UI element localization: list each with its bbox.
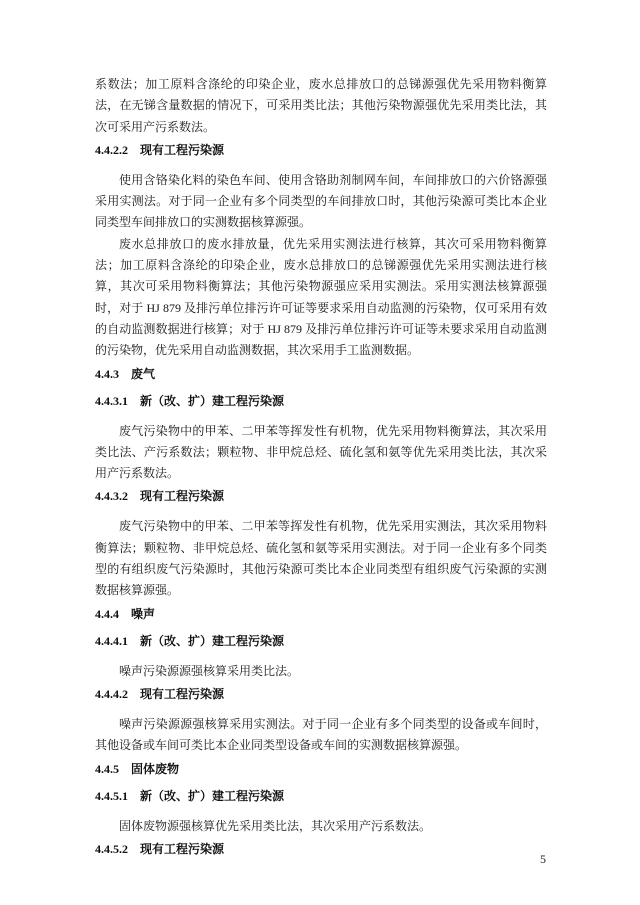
paragraph: 废气污染物中的甲苯、二甲苯等挥发性有机物，优先采用物料衡算法，其次采用类比法、产污系数法；颗粒物、非甲烷总烃、硫化氢和氨等优先采用类比法，其次采用产污系数法。 [95,423,547,481]
section-title: 现有工程污染源 [140,142,225,157]
document-content [95,74,547,869]
paragraph: 废气污染物中的甲苯、二甲苯等挥发性有机物，优先采用实测法，其次采用物料衡算法；颗粒物、非甲烷总烃、硫化氢和氨等采用实测法。对于同一企业有多个同类型的有组织废气污染源时，其他污染源可类比本企业同类型有组织废气污染源的实测数据核算源强。 [95,519,547,598]
section-heading [95,634,547,648]
section-heading [95,789,547,803]
section-number: 4.4.4 [95,606,119,621]
section-number: 4.4.5.2 [95,841,128,856]
section-number: 4.4.2.2 [95,142,128,157]
paragraph: 噪声污染源源强核算采用类比法。 [119,663,300,678]
paragraph: 噪声污染源源强核算采用实测法。对于同一企业有多个同类型的设备或车间时，其他设备或车间可类比本企业同类型设备或车间的实测数据核算源强。 [95,716,547,753]
paragraph: 固体废物源强核算优先采用类比法，其次采用产污系数法。 [119,818,432,833]
paragraph: 系数法；加工原料含涤纶的印染企业，废水总排放口的总锑源强优先采用物料衡算法，在无锑含量数据的情况下，可采用类比法；其他污染物源强优先采用类比法，其次可采用产污系数法。 [95,77,547,134]
section-heading [95,687,547,701]
section-title: 现有工程污染源 [140,489,225,504]
section-heading [95,394,547,408]
section-heading [95,762,547,776]
section-number: 4.4.3.2 [95,489,128,504]
section-number: 4.4.3.1 [95,393,128,408]
section-title: 现有工程污染源 [140,841,225,856]
paragraph: 废水总排放口的废水排放量，优先采用实测法进行核算，其次可采用物料衡算法；加工原料含涤纶的印染企业，废水总排放口的总锑源强优先采用实测法进行核算，其次可采用物料衡算法；其他污染物源强应采用实测法。采用实测法核算源强时，对于 HJ 879 及排污单位排污许可证等要求采用自动监测的污染物，仅可采用有效的自动监测数据进行核算；对于 HJ 879 及排污单位排污许可证等未要求采用自动监测的污染物，优先采用自动监测数据，其次采用手工监测数据。 [95,236,547,358]
section-heading [95,607,547,621]
section-heading [95,143,547,157]
section-title: 现有工程污染源 [140,686,225,701]
paragraph: 使用含铬染化料的染色车间、使用含铬助剂制网车间，车间排放口的六价铬源强采用实测法。对于同一企业有多个同类型的车间排放口时，其他污染源可类比本企业同类型车间排放口的实测数据核算源强。 [95,172,547,230]
section-title: 噪声 [131,606,156,621]
section-number: 4.4.4.1 [95,633,128,648]
section-title: 废气 [131,366,156,381]
section-heading [95,842,547,856]
section-title: 新（改、扩）建工程污染源 [140,633,285,648]
section-number: 4.4.4.2 [95,686,128,701]
section-title: 新（改、扩）建工程污染源 [140,788,285,803]
section-title: 固体废物 [131,761,180,776]
section-number: 4.4.5.1 [95,788,128,803]
section-number: 4.4.5 [95,761,119,776]
section-heading [95,489,547,503]
section-title: 新（改、扩）建工程污染源 [140,393,285,408]
page-number: 5 [540,852,546,866]
section-heading [95,367,547,381]
section-number: 4.4.3 [95,366,119,381]
